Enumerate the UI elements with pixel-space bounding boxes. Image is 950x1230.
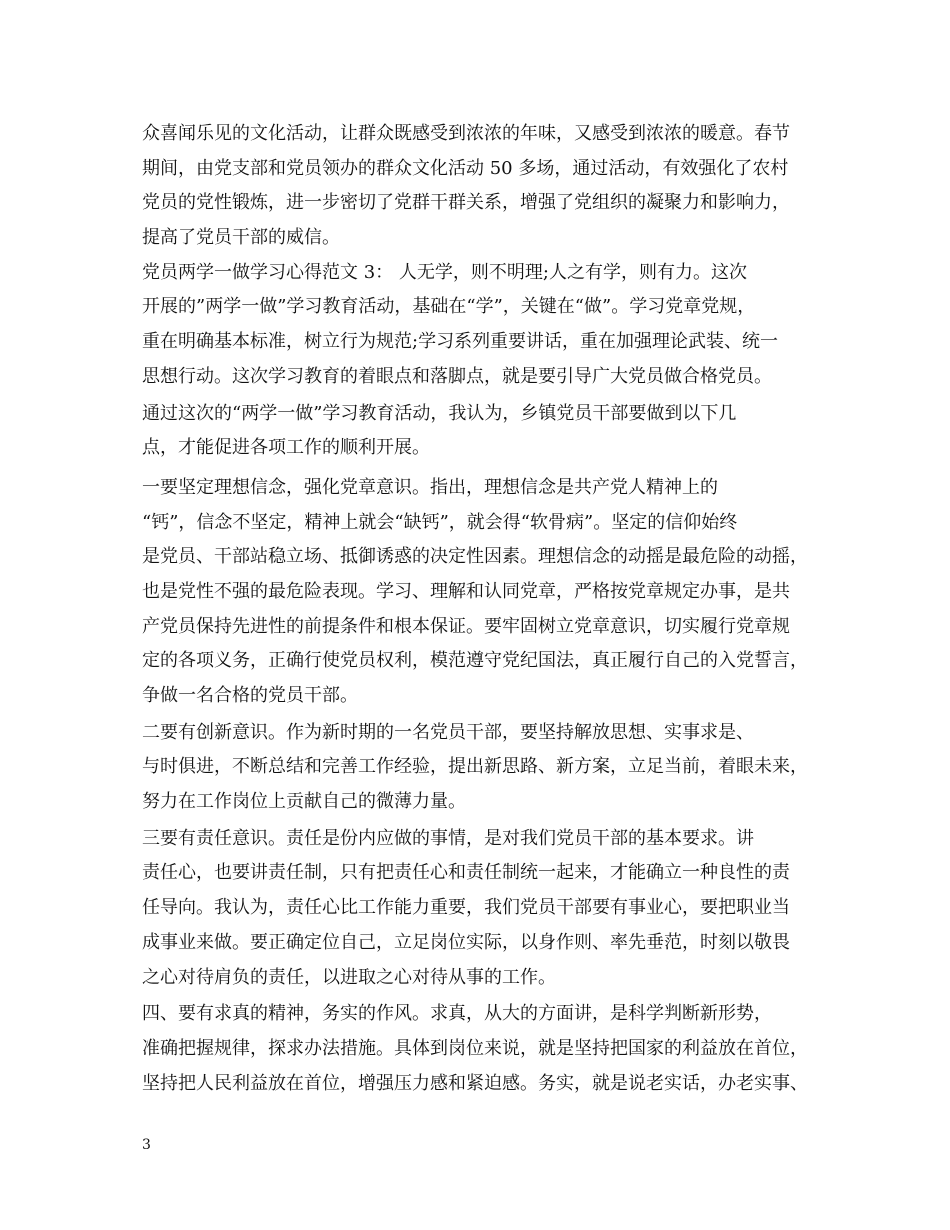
- paragraph-sample3-intro: [142, 256, 826, 395]
- text-line: 是党员、干部站稳立场、抵御诱惑的决定性因素。理想信念的动摇是最危险的动摇，: [142, 546, 808, 568]
- text-line: 任导向。我认为，责任心比工作能力重要，我们党员干部要有事业心，要把职业当: [142, 897, 790, 919]
- text-line: “钙”，信念不坚定，精神上就会“缺钙”，就会得“软骨病”。坚定的信仰始终: [142, 511, 738, 533]
- text-line: 通过这次的“两学一做”学习教育活动，我认为，乡镇党员干部要做到以下几: [142, 402, 737, 424]
- text-line: 坚持把人民利益放在首位，增强压力感和紧迫感。务实，就是说老实话，办老实事、: [142, 1072, 808, 1094]
- paragraph-fourth: [142, 997, 826, 1101]
- paragraph-second: [142, 716, 826, 820]
- paragraph-through-activity: [142, 397, 826, 466]
- text-line: 努力在工作岗位上贡献自己的微薄力量。: [142, 791, 466, 813]
- text-line: 点，才能促进各项工作的顺利开展。: [142, 437, 430, 459]
- page-number: 3: [142, 1137, 151, 1153]
- text-line: 二要有创新意识。作为新时期的一名党员干部，要坚持解放思想、实事求是、: [142, 721, 754, 743]
- text-line: 准确把握规律，探求办法措施。具体到岗位来说，就是坚持把国家的利益放在首位，: [142, 1037, 808, 1059]
- text-line: 也是党性不强的最危险表现。学习、理解和认同党章，严格按党章规定办事，是共: [142, 580, 790, 602]
- text-line: 期间，由党支部和党员领办的群众文化活动 50 多场，通过活动，有效强化了农村: [142, 157, 789, 179]
- paragraph-third: [142, 822, 826, 995]
- text-line: 争做一名合格的党员干部。: [142, 685, 358, 706]
- text-line: 定的各项义务，正确行使党员权利，模范遵守党纪国法，真正履行自己的入党誓言，: [142, 650, 808, 672]
- text-line: 众喜闻乐见的文化活动，让群众既感受到浓浓的年味，又感受到浓浓的暖意。春节: [142, 123, 790, 144]
- document-body: [142, 117, 826, 1101]
- text-line: 三要有责任意识。责任是份内应做的事情，是对我们党员干部的基本要求。讲: [142, 827, 754, 849]
- text-line: 党员的党性锻炼，进一步密切了党群干群关系，增强了党组织的凝聚力和影响力，: [142, 192, 790, 214]
- text-line: 之心对待肩负的责任，以进取之心对待从事的工作。: [142, 966, 556, 988]
- text-line: 四、要有求真的精神，务实的作风。求真，从大的方面讲，是科学判断新形势，: [142, 1003, 772, 1025]
- text-line: 党员两学一做学习心得范文 3： 人无学，则不明理;人之有学，则有力。这次: [142, 261, 747, 283]
- text-line: 重在明确基本标准，树立行为规范;学习系列重要讲话，重在加强理论武装、统一: [142, 331, 779, 353]
- paragraph-prev-continuation: [142, 117, 826, 256]
- text-line: 提高了党员干部的威信。: [142, 227, 340, 249]
- text-line: 产党员保持先进性的前提条件和根本保证。要牢固树立党章意识，切实履行党章规: [142, 615, 790, 637]
- text-line: 与时俱进，不断总结和完善工作经验，提出新思路、新方案，立足当前，着眼未来，: [142, 756, 808, 778]
- text-line: 思想行动。这次学习教育的着眼点和落脚点，就是要引导广大党员做合格党员。: [142, 365, 772, 387]
- text-line: 成事业来做。要正确定位自己，立足岗位实际，以身作则、率先垂范，时刻以敬畏: [142, 931, 790, 953]
- text-line: 开展的”两学一做”学习教育活动，基础在“学”，关键在“做”。学习党章党规，: [142, 296, 756, 318]
- text-line: 责任心，也要讲责任制，只有把责任心和责任制统一起来，才能确立一种良性的责: [142, 862, 790, 884]
- text-line: 一要坚定理想信念，强化党章意识。指出，理想信念是共产党人精神上的: [142, 476, 718, 498]
- paragraph-first: [142, 471, 826, 714]
